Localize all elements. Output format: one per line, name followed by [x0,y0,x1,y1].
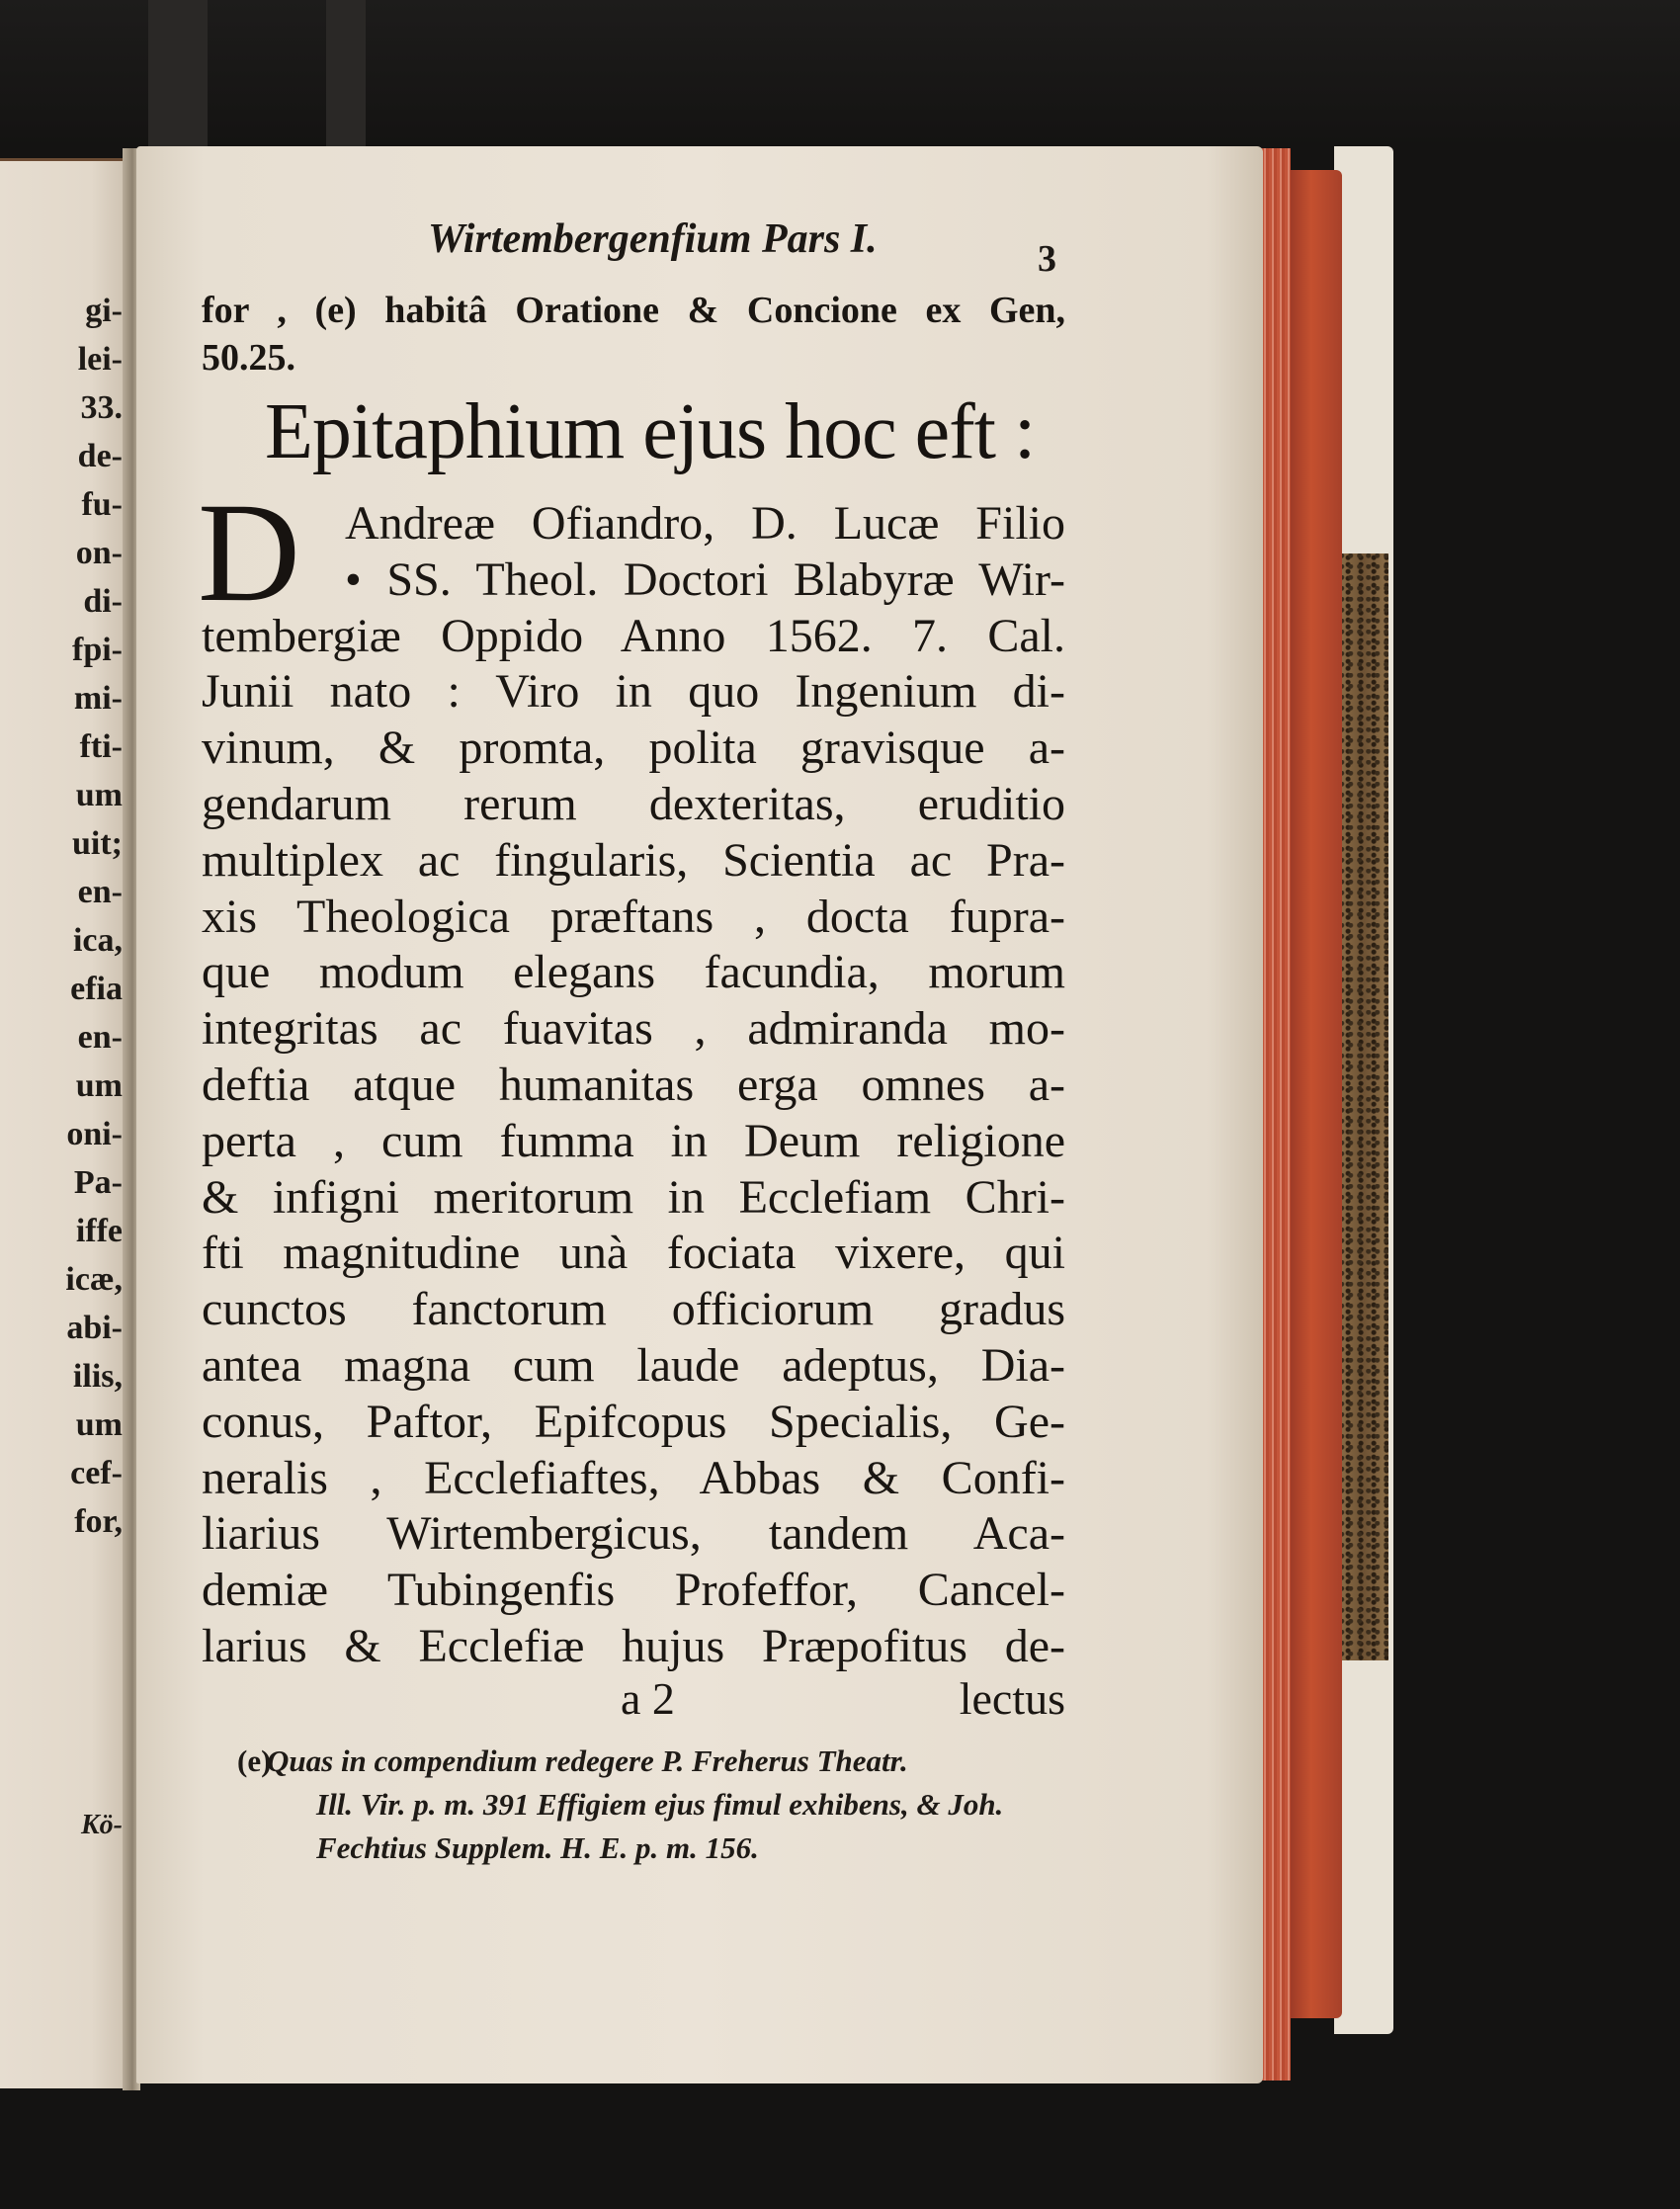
left-page-fragment: gi- [85,293,123,329]
epitaph-line: deftia atque humanitas erga omnes a- [202,1059,1065,1111]
epitaph-line: que modum elegans facundia, morum [202,946,1065,999]
epitaph-line: Junii nato : Viro in quo Ingenium di- [202,665,1065,719]
epitaph-line: fti magnitudine unà fociata vixere, qui [202,1227,1065,1280]
catchword: lectus [959,1673,1065,1724]
footnote-mark: (e) [237,1743,272,1778]
signature-mark: a 2 [621,1673,675,1724]
epitaph-line: gendarum rerum dexteritas, eruditio [202,778,1065,830]
left-page-fragment: abi- [66,1310,123,1346]
epitaph-line: xis Theologica præftans , docta fupra- [202,890,1065,943]
epitaph-heading: Epitaphium ejus hoc eft : [265,388,1036,475]
left-page-fragment: iffe [75,1213,123,1249]
left-page-fragment: en- [77,1019,123,1056]
footnote-line: Ill. Vir. p. m. 391 Effigiem ejus fimul exhibens, & Joh. [316,1787,1004,1822]
epitaph-line: Andreæ Ofiandro, D. Lucæ Filio [345,497,1065,550]
epitaph-line: multiplex ac fingularis, Scientia ac Pra- [202,833,1065,887]
marbled-spine-panel [1339,553,1388,1660]
left-page-fragment: for, [74,1503,123,1540]
epitaph-line: demiæ Tubingenfis Profeffor, Cancel- [202,1564,1065,1617]
epitaph-line: tembergiæ Oppido Anno 1562. 7. Cal. [202,609,1065,662]
epitaph-line: vinum, & promta, polita gravisque a- [202,722,1065,775]
background-strip [326,0,366,148]
left-page-fragment: lei- [77,341,123,378]
text-line: for , (e) habitâ Oratione & Concione ex Gen, [202,290,1065,331]
left-page-fragment: ilis, [72,1358,123,1395]
epitaph-line: & infigni meritorum in Ecclefiam Chri- [202,1170,1065,1224]
left-page-fragment: fu- [81,486,123,523]
epitaph-line: larius & Ecclefiæ hujus Præpofitus de- [202,1620,1065,1672]
red-cover-edge [1291,170,1342,2018]
epitaph-line: neralis , Ecclefiaftes, Abbas & Confi- [202,1451,1065,1504]
epitaph-line: antea magna cum laude adeptus, Dia- [202,1339,1065,1392]
footnote-line: Fechtius Supplem. H. E. p. m. 156. [316,1830,759,1865]
left-page-fragment: oni- [66,1116,123,1152]
left-page-fragment: icæ, [65,1261,123,1298]
left-page-fragment: fpi- [72,632,123,668]
text-line: 50.25. [202,337,295,379]
left-page-bottom-fragment: Kö- [81,1810,123,1840]
epitaph-line: • SS. Theol. Doctori Blabyræ Wir- [345,552,1065,606]
page-footer-line [202,1672,1065,1728]
background-strip [148,0,208,148]
left-page-fragment: en- [77,874,123,910]
dark-background [0,0,1680,148]
epitaph-line: cunctos fanctorum officiorum gradus [202,1283,1065,1336]
left-page-fragment: um [75,1406,123,1443]
epitaph-line: conus, Paftor, Epifcopus Specialis, Ge- [202,1395,1065,1448]
left-page-fragment: cef- [70,1455,123,1491]
left-page-fragment: de- [77,438,123,474]
running-head: Wirtembergenfium Pars I. [428,216,878,262]
left-page-fragment: fti- [79,728,123,765]
drop-cap: D [198,474,300,632]
left-page-fragment: um [75,777,123,813]
left-page-fragment: uit; [72,825,123,862]
epitaph-line: liarius Wirtembergicus, tandem Aca- [202,1507,1065,1561]
epitaph-line: perta , cum fumma in Deum religione [202,1114,1065,1167]
left-page-fragment: on- [75,535,123,571]
left-page-fragment: di- [83,583,123,620]
page-number: 3 [1038,238,1056,280]
left-page-fragment: mi- [73,680,123,717]
left-page-fragment: efia [70,971,123,1007]
left-page [0,158,130,2088]
left-page-fragment: um [75,1067,123,1104]
epitaph-line: integritas ac fuavitas , admiranda mo- [202,1002,1065,1056]
left-page-fragment: 33. [80,389,123,426]
footnote-line: Quas in compendium redegere P. Freherus Theatr. [267,1743,908,1778]
page-edges [1261,148,1291,2081]
left-page-fragment: ica, [72,922,123,959]
left-page-fragment: Pa- [73,1164,123,1201]
